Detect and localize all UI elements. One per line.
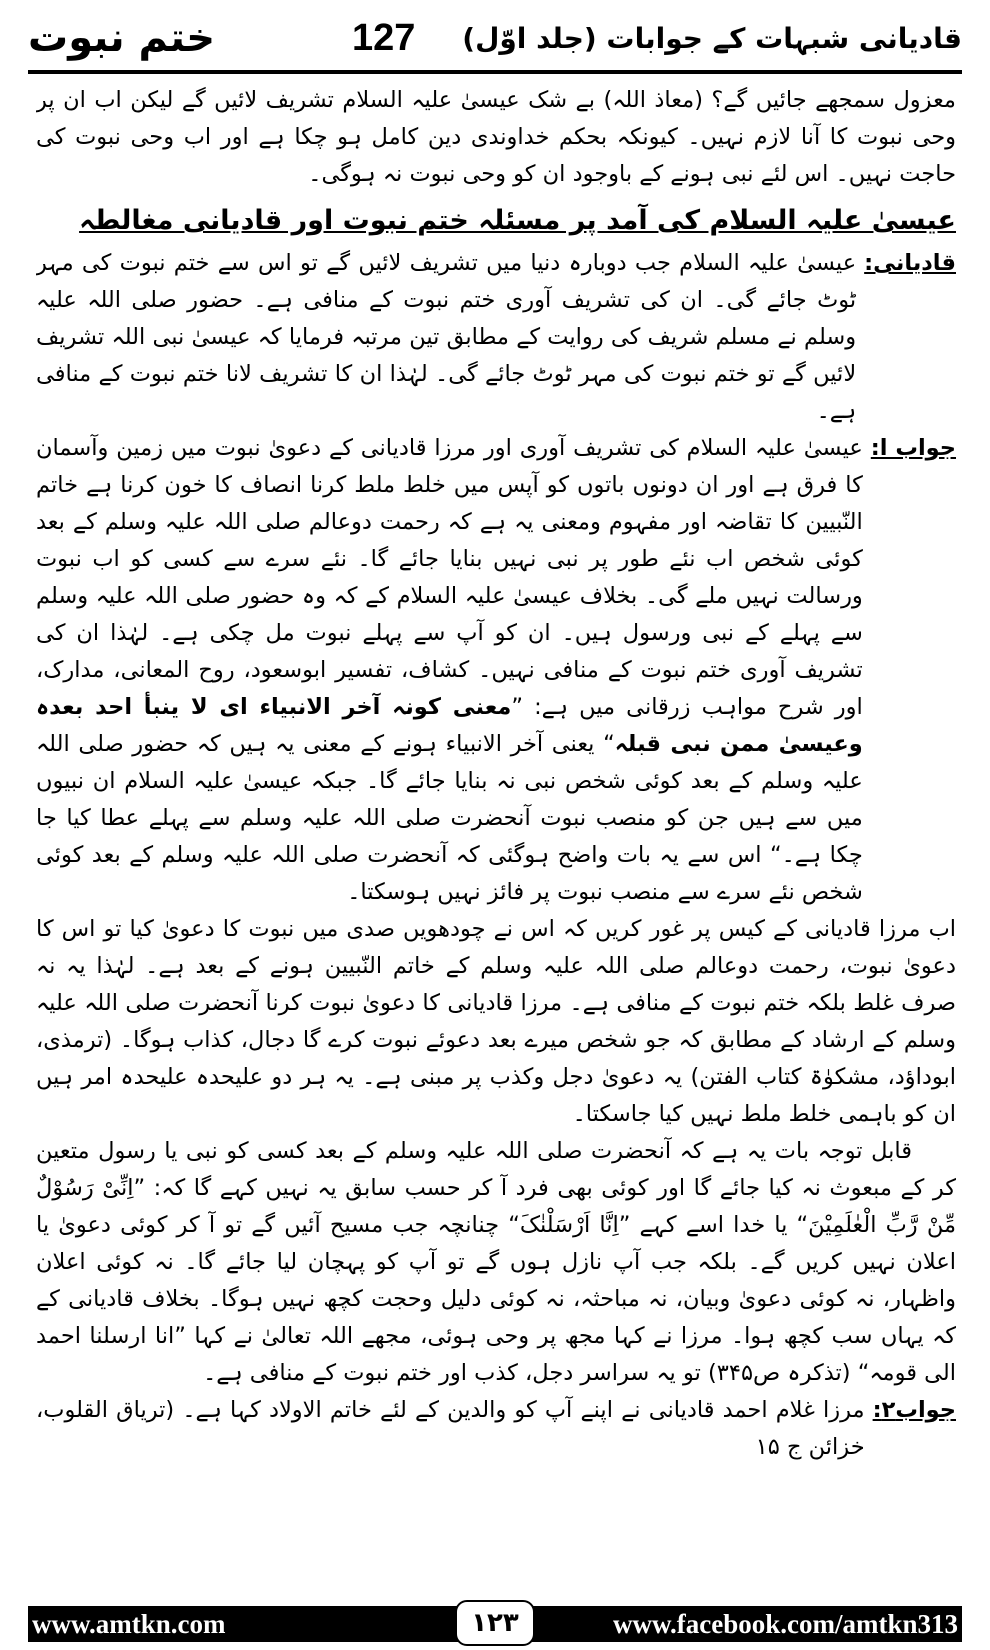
paragraph-2: اب مرزا قادیانی کے کیس پر غور کریں کہ اس نے چودھویں صدی میں نبوت کا دعویٰ کیا تو اس کا دعویٰ نبوت، رحمت دوعالم صلی اللہ علیہ وسلم کے خاتم النّبیین ہونے کے بعد ہے۔ لہٰذا یہ نہ صرف غلط بلکہ ختم نبوت کے منافی ہے۔ مرزا قادیانی کا دعویٰ نبوت کرنا آنحضرت صلی اللہ علیہ وسلم کے ارشاد کے مطابق کہ جو شخص میرے بعد دعوئے نبوت کرے گا دجال، کذاب ہوگا۔ (ترمذی، ابوداؤد، مشکوٰۃ کتاب الفتن) یہ دعویٰ دجل وکذب پر مبنی ہے۔ یہ ہر دو علیحدہ علیحدہ امر ہیں ان کو باہمی خلط ملط نہیں کیا جاسکتا۔ bbox=[36, 916, 956, 1127]
qadiani-text: عیسیٰ علیہ السلام جب دوبارہ دنیا میں تشریف لائیں گے تو اس سے ختم نبوت کی مہر ٹوٹ جائے گی۔ ان کی تشریف آوری ختم نبوت کے منافی ہے۔ حضور صلی اللہ علیہ وسلم نے مسلم شریف کی روایت کے مطابق تین مرتبہ فرمایا کہ عیسیٰ نبی اللہ تشریف لائیں گے تو ختم نبوت کی مہر ٹوٹ جائے گی۔ لہٰذا ان کا تشریف لانا ختم نبوت کے منافی ہے۔ bbox=[36, 250, 857, 424]
answer-1-text-rest: “ یعنی آخر الانبیاء ہونے کے معنی یہ ہیں کہ حضور صلی اللہ علیہ وسلم کے بعد کوئی شخص نبی نہ بنایا جائے گا۔ جبکہ عیسیٰ علیہ السلام ان نبیوں میں سے ہیں جن کو منصب نبوت آنحضرت صلی اللہ علیہ وسلم سے پہلے عطا کیا جا چکا ہے۔“ اس سے یہ بات واضح ہوگئی کہ آنحضرت صلی اللہ علیہ وسلم کے بعد کوئی شخص نئے سرے سے منصب نبوت پر فائز نہیں ہوسکتا۔ bbox=[36, 731, 863, 905]
answer-1-arabic-quote: معنی کونہ آخر الانبیاء ای لا ینبأ احد بعدہ وعیسیٰ ممن نبی قبلہ bbox=[36, 694, 863, 757]
answer-2 bbox=[36, 1392, 956, 1466]
qadiani-claim bbox=[36, 245, 956, 430]
answer-1-text-plain: عیسیٰ علیہ السلام کی تشریف آوری اور مرزا قادیانی کے دعویٰ نبوت میں زمین وآسمان کا فرق ہے اور ان دونوں باتوں کو آپس میں خلط ملط کرنا انصاف کا خون کرنا ہے خاتم النّبیین کا تقاضہ اور مفہوم ومعنی یہ ہے کہ رحمت دوعالم صلی اللہ علیہ وسلم کے بعد کوئی شخص اب نئے طور پر نبی نہیں بنایا جائے گا۔ نئے سرے سے کسی کو اب نبوت ورسالت نہیں ملے گی۔ بخلاف عیسیٰ علیہ السلام کے کہ وہ حضور صلی اللہ علیہ وسلم سے پہلے کے نبی ورسول ہیں۔ ان کو آپ سے پہلے نبوت مل چکی ہے۔ لہٰذا ان کی تشریف آوری ختم نبوت کے منافی نہیں۔ کشاف، تفسیر ابوسعود، روح المعانی، مدارک، اور شرح مواہب زرقانی میں ہے: ” bbox=[36, 435, 863, 720]
qadiani-label: قادیانی: bbox=[864, 250, 956, 276]
facebook-link[interactable]: www.facebook.com/amtkn313 bbox=[613, 1608, 958, 1639]
answer-2-text: مرزا غلام احمد قادیانی نے اپنے آپ کو والدین کے لئے خاتم الاولاد کہا ہے۔ (تریاق القلوب، خزائن ج ۱۵ bbox=[36, 1397, 865, 1460]
page-number: 127 bbox=[351, 16, 416, 59]
website-link[interactable]: www.amtkn.com bbox=[32, 1608, 226, 1639]
paragraph-1: معزول سمجھے جائیں گے؟ (معاذ اللہ) بے شک عیسیٰ علیہ السلام تشریف لائیں گے لیکن اب ان پر وحی نبوت کا آنا لازم نہیں۔ کیونکہ بحکم خداوندی دین کامل ہو چکا ہے اور اب وحی نبوت کی حاجت نہیں۔ اس لئے نبی ہونے کے باوجود ان کو وحی نبوت نہ ہوگی۔ bbox=[36, 87, 956, 187]
running-title: ختم نبوت bbox=[28, 15, 216, 61]
section-heading: عیسیٰ علیہ السلام کی آمد پر مسئلہ ختم نبوت اور قادیانی مغالطہ bbox=[79, 205, 956, 236]
answer-2-label: جواب۲: bbox=[872, 1397, 956, 1423]
footer-page-number: ۱۲۳ bbox=[455, 1600, 535, 1646]
page-footer bbox=[28, 1606, 962, 1642]
page-header bbox=[28, 10, 962, 66]
answer-1-text bbox=[36, 430, 863, 911]
book-title: قادیانی شبہات کے جوابات (جلد اوّل) bbox=[462, 21, 962, 55]
page-body bbox=[36, 82, 956, 1562]
header-divider bbox=[28, 70, 962, 74]
answer-1-label: جواب ا: bbox=[870, 435, 956, 461]
paragraph-3: قابل توجہ بات یہ ہے کہ آنحضرت صلی اللہ علیہ وسلم کے بعد کسی کو نبی یا رسول متعین کر کے مبعوث نہ کیا جائے گا اور کوئی بھی فرد آ کر حسب سابق یہ نہیں کہے گا کہ: ”اِنِّیْ رَسُوْلٌ مِّنْ رَّبِّ الْعٰلَمِیْنَ“ یا خدا اسے کہے ”اِنَّا اَرْسَلْنٰکَ“ چنانچہ جب مسیح آئیں گے تو آ کر کوئی دعویٰ یا اعلان نہیں کریں گے۔ بلکہ جب آپ نازل ہوں گے تو آپ کو پہچان لیا جائے گا۔ نہ کوئی اعلان واظہار، نہ کوئی دعویٰ وبیان، نہ مباحثہ، نہ کوئی دلیل وحجت کچھ نہیں ہوگا۔ بخلاف قادیانی کے کہ یہاں سب کچھ ہوا۔ مرزا نے کہا مجھ پر وحی ہوئی، مجھے اللہ تعالیٰ نے کہا ”انا ارسلنا احمد الی قومہ“ (تذکرہ ص۳۴۵) تو یہ سراسر دجل، کذب اور ختم نبوت کے منافی ہے۔ bbox=[36, 1138, 956, 1386]
answer-1 bbox=[36, 430, 956, 911]
